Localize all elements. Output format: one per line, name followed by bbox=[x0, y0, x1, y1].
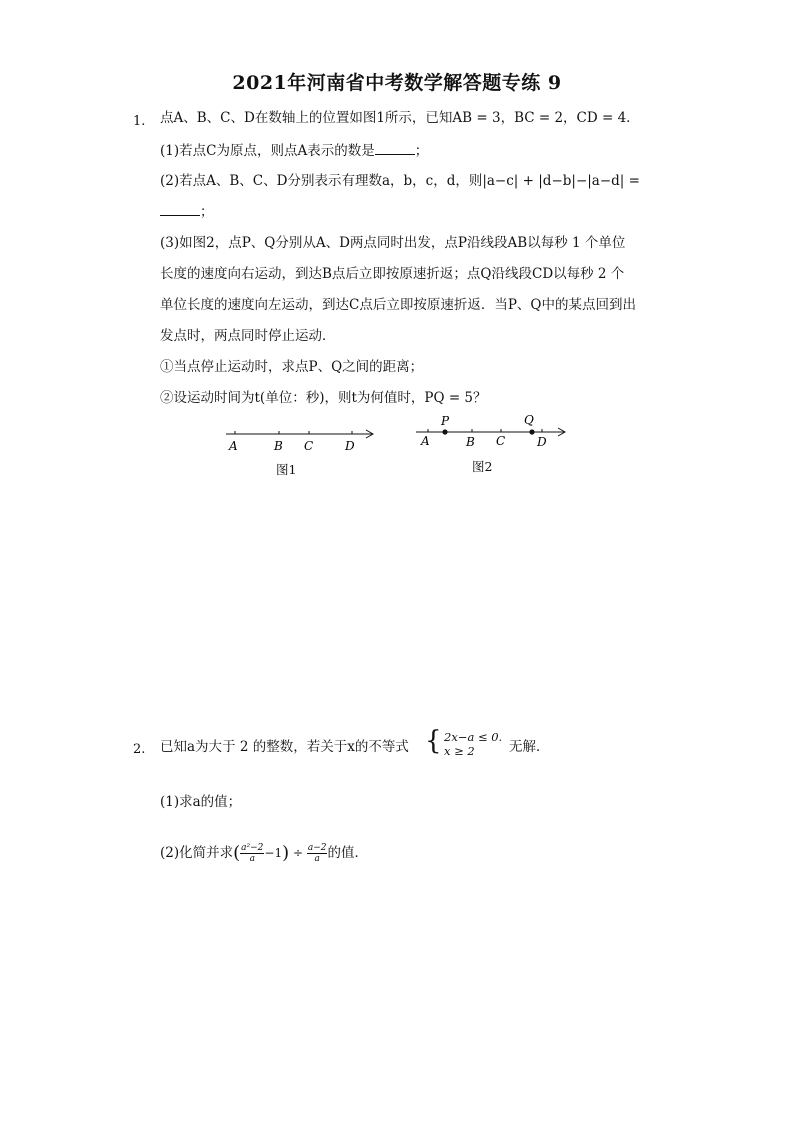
figure-1-number-line bbox=[220, 422, 380, 456]
figure-1-caption: 图1 bbox=[276, 462, 297, 477]
fig1-label-a: A bbox=[229, 439, 238, 453]
question-2-part-2 bbox=[160, 840, 368, 867]
question-1-part-3-line-2: 长度的速度向右运动，到达B点后立即按原速折返；点Q沿线段CD以每秒 2 个 bbox=[160, 266, 625, 282]
fig2-label-d: D bbox=[537, 435, 547, 449]
fig1-label-c: C bbox=[304, 439, 314, 453]
question-1-stem: 点A、B、C、D在数轴上的位置如图1所示，已知AB = 3，BC = 2，CD = 4． bbox=[160, 110, 640, 126]
fig2-point-q: Q bbox=[524, 413, 534, 427]
answer-blank-2 bbox=[160, 203, 200, 216]
fig2-label-b: B bbox=[466, 435, 475, 449]
system-brace: { bbox=[425, 726, 442, 756]
question-1-sub-2: ②设运动时间为t(单位：秒)，则t为何值时，PQ = 5？ bbox=[160, 390, 487, 406]
question-1-part-2-cont bbox=[160, 203, 214, 221]
part-2-suffix: 的值． bbox=[327, 845, 368, 861]
fraction-2 bbox=[307, 843, 328, 864]
left-paren: ( bbox=[233, 842, 241, 864]
part-2-prefix: (2)化简并求 bbox=[160, 845, 234, 861]
fraction-1-denominator: a bbox=[249, 854, 255, 864]
fig1-label-d: D bbox=[345, 439, 355, 453]
question-2-part-1: (1)求a的值； bbox=[160, 794, 242, 810]
question-1-part-1 bbox=[160, 142, 428, 160]
point-p-dot bbox=[442, 429, 447, 434]
inequality-1: 2x−a ≤ 0. bbox=[444, 730, 503, 744]
fraction-2-numerator: a−2 bbox=[307, 843, 327, 853]
fraction-1 bbox=[240, 843, 264, 864]
question-1-number: 1. bbox=[133, 114, 146, 129]
part-1-text: (1)若点C为原点，则点A表示的数是 bbox=[160, 143, 375, 159]
part-1-end: ； bbox=[414, 143, 429, 159]
fig2-label-a: A bbox=[421, 434, 430, 448]
inequality-2: x ≥ 2 bbox=[444, 744, 475, 758]
right-paren: ) bbox=[282, 842, 290, 864]
figure-2-caption: 图2 bbox=[472, 459, 493, 474]
question-1-part-2: (2)若点A、B、C、D分别表示有理数a，b，c，d，则|a−c| + |d−b|−|a−d| = bbox=[160, 173, 640, 189]
question-1-part-3-line-3: 单位长度的速度向左运动，到达C点后立即按原速折返．当P、Q中的某点回到出 bbox=[160, 297, 636, 313]
divide-sign: ÷ bbox=[289, 846, 307, 860]
page-title: 2021年河南省中考数学解答题专练 9 bbox=[232, 72, 562, 94]
question-2-number: 2. bbox=[133, 742, 146, 757]
fig1-label-b: B bbox=[274, 439, 283, 453]
part-2-end: ； bbox=[200, 204, 214, 220]
minus-one: −1 bbox=[264, 846, 283, 860]
question-1-part-3-line-1: (3)如图2，点P、Q分别从A、D两点同时出发，点P沿线段AB以每秒 1 个单位 bbox=[160, 235, 626, 251]
figure-2-number-line bbox=[412, 412, 572, 452]
question-2-stem-b: 无解． bbox=[509, 739, 550, 755]
fraction-2-denominator: a bbox=[314, 854, 320, 864]
fig2-label-c: C bbox=[496, 434, 506, 448]
fig2-point-p: P bbox=[441, 414, 450, 428]
point-q-dot bbox=[529, 429, 534, 434]
question-1-sub-1: ①当点停止运动时，求点P、Q之间的距离； bbox=[160, 359, 424, 375]
question-2-stem-a: 已知a为大于 2 的整数，若关于x的不等式 bbox=[160, 739, 409, 755]
fraction-1-numerator: a²−2 bbox=[241, 843, 264, 853]
question-1-part-3-line-4: 发点时，两点同时停止运动． bbox=[160, 328, 336, 344]
answer-blank-1 bbox=[375, 142, 415, 155]
